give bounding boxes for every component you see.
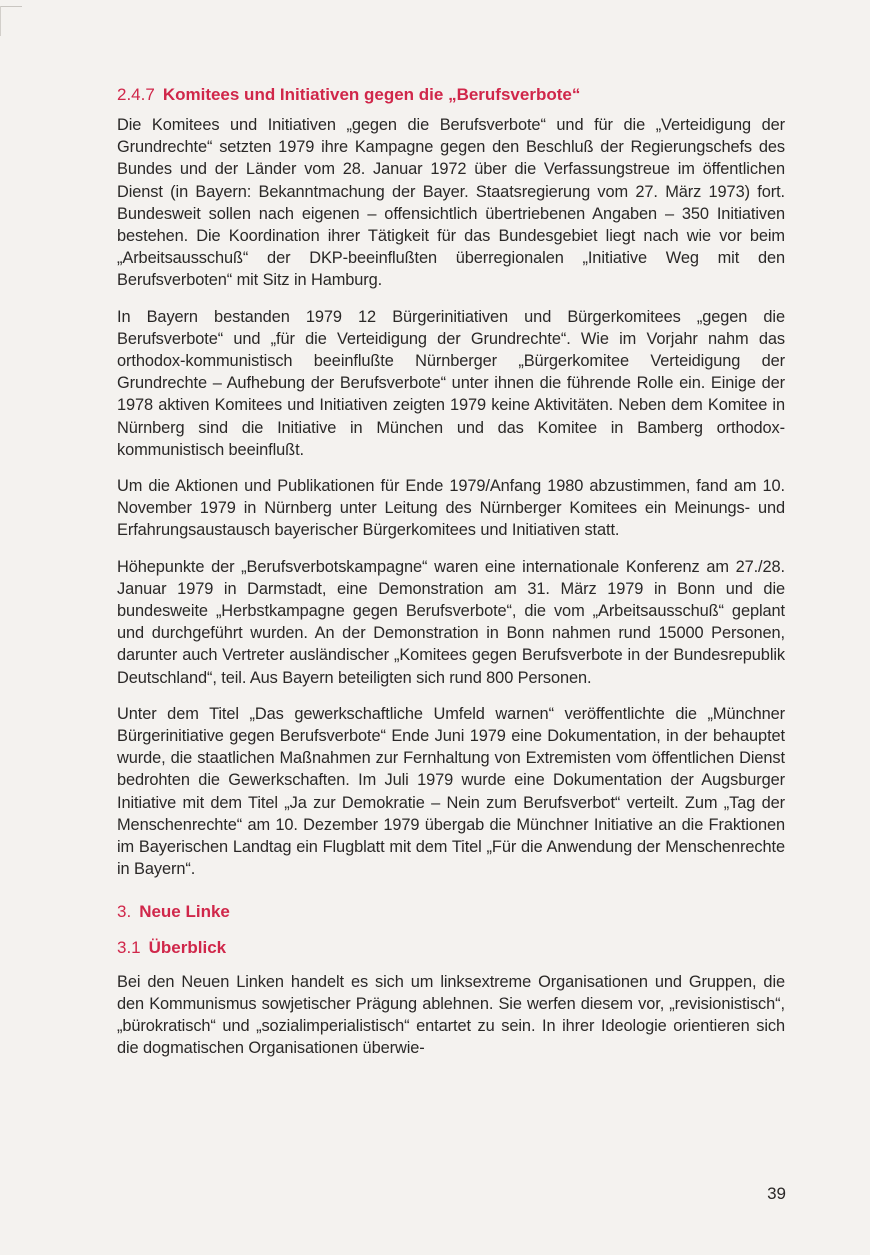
heading-3-1 [117, 937, 785, 959]
heading-number: 3.1 [117, 937, 141, 957]
heading-3 [117, 901, 785, 923]
paragraph-4: Höhepunkte der „Berufsverbotskampagne“ waren eine internationale Konferenz am 27./28. Januar 1979 in Darmstadt, eine Demonstration am 31. März 1979 in Bonn und die bundesweite „Herbstkampagne gegen Berufsverbote“, die vom „Arbeitsausschuß“ geplant und durchgeführt wurden. An der Demonstration in Bonn nahmen rund 15000 Personen, darunter auch Vertreter ausländischer „Komitees gegen Berufsverbote in der Bundesrepublik Deutschland“, teil. Aus Bayern beteiligten sich rund 800 Personen. [117, 557, 785, 687]
scan-corner-mark [0, 6, 22, 7]
paragraph-2: In Bayern bestanden 1979 12 Bürgerinitiativen und Bürgerkomitees „gegen die Berufsverbote“ und „für die Verteidigung der Grundrechte“. Wie im Vorjahr nahm das orthodox-kommunistisch beeinflußte Nürnberger „Bürgerkomitee Verteidigung der Grundrechte – Aufhebung der Berufsverbote“ unter ihnen die führende Rolle ein. Einige der 1978 aktiven Komitees und Initiativen zeigten 1979 keine Aktivitäten. Neben dem Komitee in Nürnberg sind die Initiative in München und das Komitee in Bamberg orthodox-kommunistisch beeinflußt. [117, 307, 785, 459]
paragraph-5: Unter dem Titel „Das gewerkschaftliche Umfeld warnen“ veröffentlichte die „Münchner Bürgerinitiative gegen Berufsverbote“ Ende Juni 1979 eine Dokumentation, in der behauptet wurde, die staatlichen Maßnahmen zur Fernhaltung von Extremisten vom öffentlichen Dienst bedrohten die Gewerkschaften. Im Juli 1979 wurde eine Dokumentation der Augsburger Initiative mit dem Titel „Ja zur Demokratie – Nein zum Berufsverbot“ verteilt. Zum „Tag der Menschenrechte“ am 10. Dezember 1979 übergab die Münchner Initiative an die Fraktionen im Bayerischen Landtag ein Flugblatt mit dem Titel „Für die Anwendung der Menschenrechte in Bayern“. [117, 704, 785, 879]
heading-title: Neue Linke [139, 901, 230, 921]
page-content [117, 84, 785, 1059]
heading-title: Komitees und Initiativen gegen die „Berufsverbote“ [162, 85, 581, 104]
paragraph-3: Um die Aktionen und Publikationen für Ende 1979/Anfang 1980 abzustimmen, fand am 10. November 1979 in Nürnberg unter Leitung des Nürnberger Komitees ein Meinungs- und Erfahrungsaustausch bayerischer Bürgerkomitees und Initiativen statt. [117, 477, 785, 540]
heading-title: Überblick [148, 937, 227, 957]
scan-corner-mark-vertical [0, 6, 1, 36]
page-number: 39 [767, 1184, 786, 1203]
heading-number: 2.4.7 [117, 85, 155, 104]
paragraph-6: Bei den Neuen Linken handelt es sich um linksextreme Organisationen und Gruppen, die den Kommunismus sowjetischer Prägung ablehnen. Sie werfen diesem vor, „revisionistisch“, „bürokratisch“ und „sozialimperialistisch“ entartet zu sein. In ihrer Ideologie orientieren sich die dogmatischen Organisationen überwie- [117, 972, 785, 1058]
paragraph-1: Die Komitees und Initiativen „gegen die Berufsverbote“ und für die „Verteidigung der Grundrechte“ setzten 1979 ihre Kampagne gegen den Beschluß der Regierungschefs des Bundes und der Länder vom 28. Januar 1972 über die Verfassungstreue im öffentlichen Dienst (in Bayern: Bekanntmachung der Bayer. Staatsregierung vom 27. März 1973) fort. Bundesweit sollen nach eigenen – offensichtlich übertriebenen Angaben – 350 Initiativen bestehen. Die Koordination ihrer Tätigkeit für das Bundesgebiet liegt nach wie vor beim „Arbeitsausschuß“ der DKP-beeinflußten überregionalen „Initiative Weg mit den Berufsverboten“ mit Sitz in Hamburg. [117, 116, 785, 290]
heading-number: 3. [117, 901, 132, 921]
heading-2-4-7 [117, 84, 785, 106]
